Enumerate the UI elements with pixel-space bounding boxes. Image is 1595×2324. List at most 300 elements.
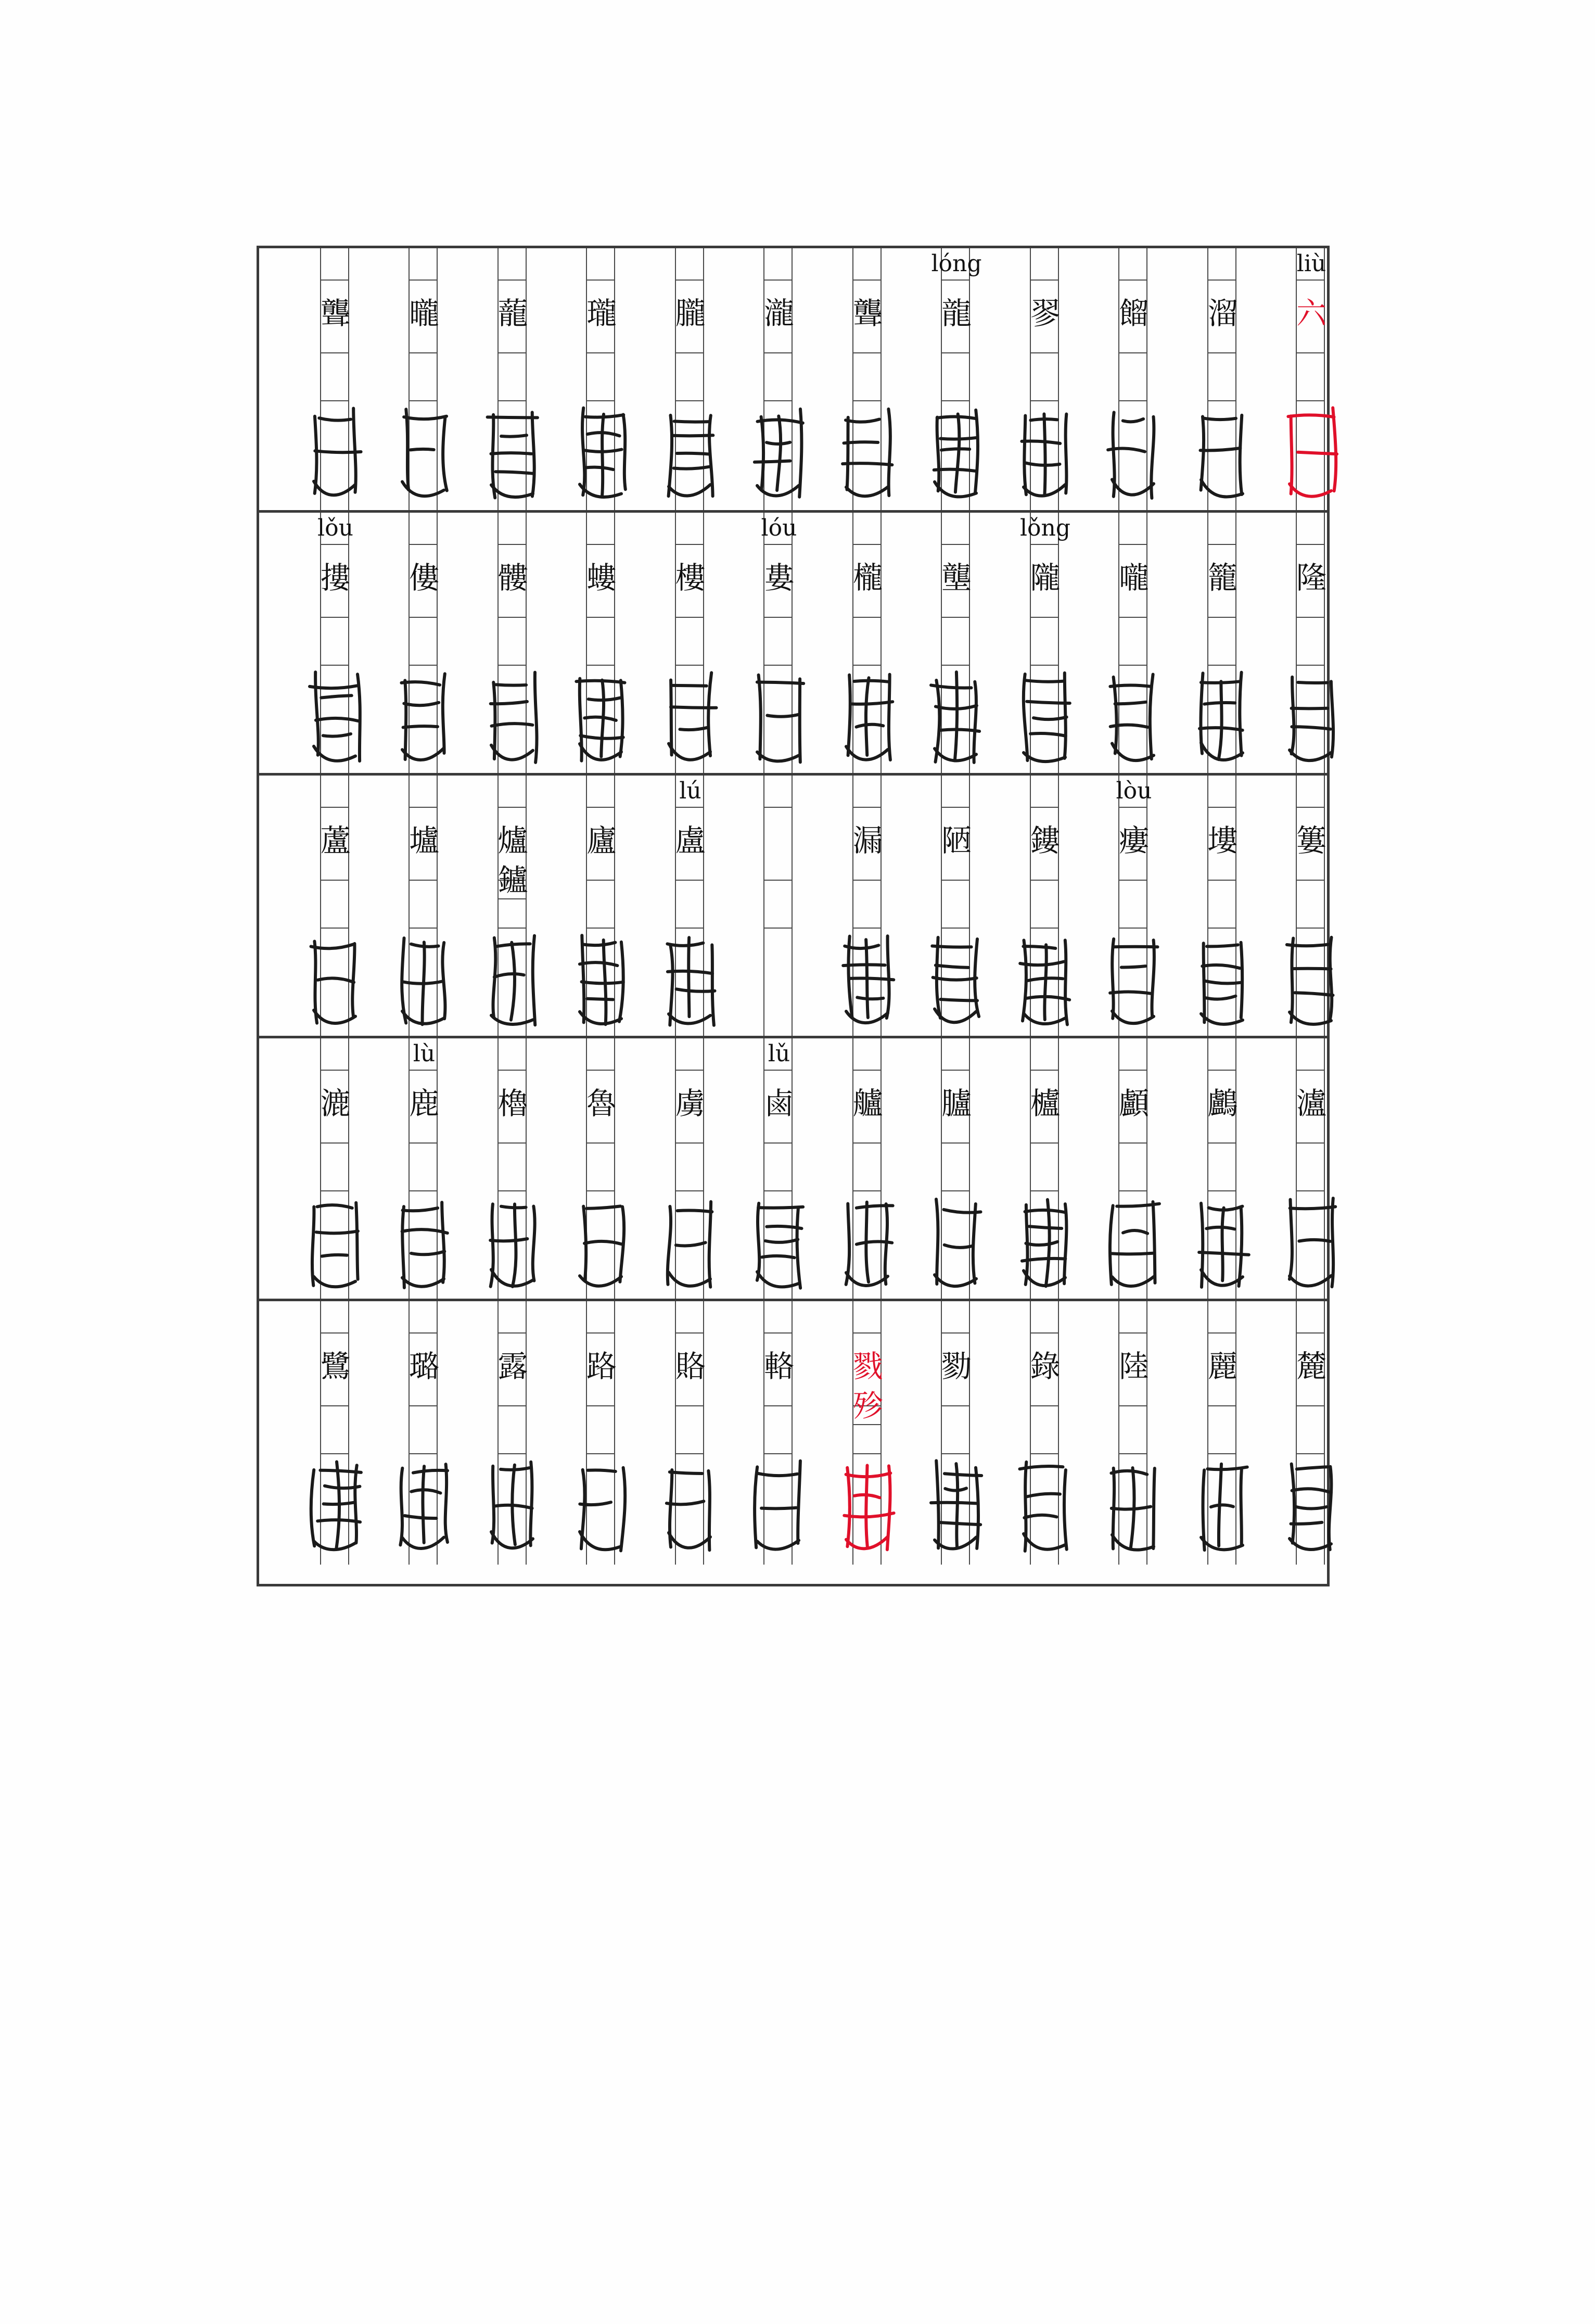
regular-script-character: 陸 bbox=[1118, 1349, 1149, 1384]
seal-script-glyph bbox=[481, 665, 545, 767]
character-cell bbox=[941, 1038, 970, 1302]
seal-glyph-svg bbox=[1102, 1190, 1166, 1292]
cell-guide-line bbox=[764, 544, 792, 545]
pinyin-label bbox=[576, 249, 628, 278]
regular-script-character: 鸕 bbox=[1207, 1086, 1238, 1121]
character-cell bbox=[1116, 776, 1152, 1039]
cell-guide-line bbox=[942, 1332, 969, 1334]
pinyin-label bbox=[398, 249, 450, 278]
pinyin-label bbox=[487, 777, 539, 806]
pinyin-label bbox=[1197, 1302, 1249, 1331]
cell-guide-line bbox=[499, 1405, 526, 1406]
cell-guide-line bbox=[1297, 1405, 1324, 1406]
character-cell bbox=[1030, 776, 1059, 1039]
regular-script-character: 螻 bbox=[586, 560, 617, 595]
seal-script-glyph bbox=[1102, 400, 1166, 502]
regular-script-character: 婁 bbox=[763, 560, 794, 595]
seal-glyph-svg bbox=[303, 1453, 368, 1555]
character-cell bbox=[317, 513, 353, 776]
seal-glyph-svg bbox=[569, 400, 634, 502]
regular-script-character: 鷺 bbox=[320, 1349, 351, 1384]
cell-guide-line bbox=[587, 1405, 614, 1406]
cell-guide-line bbox=[1297, 1070, 1324, 1071]
seal-script-glyph bbox=[392, 1190, 456, 1292]
cell-guide-line bbox=[1031, 617, 1058, 618]
seal-glyph-svg bbox=[303, 400, 368, 502]
pinyin-label bbox=[665, 1039, 717, 1069]
regular-script-character: 嚨 bbox=[1118, 560, 1149, 595]
cell-guide-line bbox=[1119, 807, 1146, 808]
character-cell bbox=[409, 1301, 438, 1565]
character-cell bbox=[1296, 776, 1325, 1039]
cell-guide-line bbox=[764, 1405, 792, 1406]
cell-guide-line bbox=[499, 807, 526, 808]
regular-script-character: 勠 bbox=[941, 1349, 972, 1384]
seal-glyph-svg bbox=[747, 400, 811, 502]
regular-script-character: 籠 bbox=[1207, 560, 1238, 595]
cell-guide-line bbox=[1119, 1142, 1146, 1144]
cell-guide-line bbox=[942, 617, 969, 618]
cell-guide-line bbox=[1208, 1332, 1235, 1334]
seal-script-glyph bbox=[303, 665, 368, 767]
cell-guide-line bbox=[1208, 880, 1235, 881]
regular-script-character: 鹿 bbox=[409, 1086, 439, 1121]
cell-guide-line bbox=[1297, 352, 1324, 353]
cell-guide-line bbox=[1031, 1070, 1058, 1071]
seal-script-glyph bbox=[747, 1453, 811, 1555]
regular-script-character: 櫳 bbox=[852, 560, 883, 595]
seal-glyph-svg bbox=[1013, 928, 1078, 1030]
cell-guide-line bbox=[676, 1070, 703, 1071]
character-cell bbox=[586, 776, 615, 1039]
cell-guide-line bbox=[321, 1405, 348, 1406]
character-cell bbox=[931, 248, 982, 512]
pinyin-label bbox=[310, 777, 362, 806]
character-cell bbox=[320, 776, 349, 1039]
regular-script-character: 麗 bbox=[1207, 1349, 1238, 1384]
regular-script-character: 顱 bbox=[1118, 1086, 1149, 1121]
seal-glyph-svg bbox=[569, 928, 634, 1030]
character-cell bbox=[852, 776, 882, 1039]
seal-glyph-svg bbox=[481, 928, 545, 1030]
seal-script-glyph bbox=[1102, 928, 1166, 1030]
pinyin-label: lóng bbox=[931, 250, 982, 277]
cell-guide-line bbox=[410, 1405, 437, 1406]
seal-glyph-svg bbox=[658, 1190, 723, 1292]
character-cell bbox=[409, 248, 438, 512]
seal-glyph-svg bbox=[1013, 665, 1078, 767]
pinyin-label bbox=[398, 514, 450, 543]
seal-script-glyph bbox=[303, 1190, 368, 1292]
cell-guide-line bbox=[1208, 1405, 1235, 1406]
pinyin-label bbox=[1197, 777, 1249, 806]
cell-guide-line bbox=[1208, 617, 1235, 618]
cell-guide-line bbox=[853, 880, 881, 881]
cell-guide-line bbox=[853, 280, 881, 281]
pinyin-label bbox=[487, 1039, 539, 1069]
seal-glyph-svg bbox=[658, 400, 723, 502]
character-cell bbox=[1296, 1038, 1325, 1302]
pinyin-label bbox=[1285, 1039, 1337, 1069]
cell-guide-line bbox=[410, 807, 437, 808]
cell-guide-line bbox=[676, 617, 703, 618]
cell-guide-line bbox=[1119, 880, 1146, 881]
cell-guide-line bbox=[321, 280, 348, 281]
seal-glyph-svg bbox=[924, 928, 989, 1030]
character-cell bbox=[1118, 248, 1147, 512]
cell-guide-line bbox=[853, 807, 881, 808]
seal-glyph-svg bbox=[569, 1190, 634, 1292]
seal-glyph-svg bbox=[924, 665, 989, 767]
cell-guide-line bbox=[676, 1332, 703, 1334]
seal-script-glyph bbox=[1279, 665, 1344, 767]
cell-guide-line bbox=[942, 352, 969, 353]
character-cell bbox=[1296, 513, 1325, 776]
character-cell bbox=[1030, 1301, 1059, 1565]
row-divider bbox=[259, 773, 1327, 776]
seal-script-glyph bbox=[481, 400, 545, 502]
pinyin-label bbox=[398, 777, 450, 806]
character-cell bbox=[852, 513, 882, 776]
pinyin-label: lòu bbox=[1116, 778, 1152, 804]
pinyin-label bbox=[930, 1039, 982, 1069]
seal-glyph-svg bbox=[392, 928, 456, 1030]
pinyin-label bbox=[1285, 1302, 1337, 1331]
seal-glyph-svg bbox=[1279, 400, 1344, 502]
character-cell bbox=[852, 1301, 882, 1565]
cell-guide-line bbox=[321, 1142, 348, 1144]
cell-guide-line bbox=[587, 544, 614, 545]
regular-script-character: 漉 bbox=[320, 1086, 351, 1121]
seal-script-glyph bbox=[303, 1453, 368, 1555]
cell-guide-line bbox=[587, 880, 614, 881]
pinyin-label bbox=[1019, 777, 1071, 806]
seal-script-glyph bbox=[569, 1190, 634, 1292]
cell-guide-line bbox=[1119, 1332, 1146, 1334]
seal-glyph-svg bbox=[924, 1453, 989, 1555]
character-cell bbox=[409, 1038, 438, 1302]
regular-script-character: 鏤 bbox=[1030, 823, 1061, 858]
character-cell bbox=[1296, 1301, 1325, 1565]
cell-guide-line bbox=[1297, 1142, 1324, 1144]
cell-guide-line bbox=[764, 1332, 792, 1334]
character-cell bbox=[1118, 1038, 1147, 1302]
regular-script-character: 六 bbox=[1296, 296, 1326, 331]
table-row bbox=[259, 513, 1327, 776]
regular-script-character: 龍 bbox=[941, 296, 972, 331]
cell-guide-line bbox=[587, 617, 614, 618]
pinyin-label bbox=[1019, 249, 1071, 278]
regular-script-character: 輅 bbox=[763, 1349, 794, 1384]
regular-script-character: 魯 bbox=[586, 1086, 617, 1121]
cell-guide-line bbox=[499, 352, 526, 353]
pinyin-label bbox=[310, 1302, 362, 1331]
seal-script-glyph bbox=[658, 1453, 723, 1555]
regular-script-character: 虜 bbox=[675, 1086, 706, 1121]
pinyin-label bbox=[576, 1302, 628, 1331]
seal-script-glyph bbox=[658, 400, 723, 502]
character-cell bbox=[763, 1038, 793, 1302]
cell-guide-line bbox=[587, 1142, 614, 1144]
cell-guide-line bbox=[676, 1405, 703, 1406]
cell-guide-line bbox=[1208, 544, 1235, 545]
pinyin-label bbox=[665, 514, 717, 543]
pinyin-label bbox=[753, 1302, 805, 1331]
seal-script-glyph bbox=[481, 1453, 545, 1555]
character-cell bbox=[941, 776, 970, 1039]
cell-guide-line bbox=[764, 280, 792, 281]
seal-glyph-svg bbox=[1191, 928, 1255, 1030]
seal-script-glyph bbox=[1013, 928, 1078, 1030]
seal-script-glyph bbox=[1191, 1190, 1255, 1292]
seal-script-glyph bbox=[836, 1190, 900, 1292]
character-cell bbox=[675, 248, 704, 512]
seal-glyph-svg bbox=[1191, 665, 1255, 767]
seal-glyph-svg bbox=[1279, 1453, 1344, 1555]
regular-script-character: 樓 bbox=[675, 560, 706, 595]
seal-glyph-svg bbox=[836, 665, 900, 767]
seal-script-glyph bbox=[1279, 1453, 1344, 1555]
seal-script-glyph bbox=[1279, 1190, 1344, 1292]
pinyin-label bbox=[842, 1302, 894, 1331]
cell-guide-line bbox=[1297, 280, 1324, 281]
seal-glyph-svg bbox=[1191, 400, 1255, 502]
seal-script-glyph bbox=[569, 928, 634, 1030]
cell-guide-line bbox=[942, 807, 969, 808]
seal-script-glyph bbox=[481, 1190, 545, 1292]
pinyin-label bbox=[753, 249, 805, 278]
cell-guide-line bbox=[853, 1424, 881, 1425]
regular-script-character: 簍 bbox=[1296, 823, 1326, 858]
pinyin-label bbox=[1197, 1039, 1249, 1069]
character-cell bbox=[1207, 513, 1236, 776]
pinyin-label bbox=[576, 777, 628, 806]
regular-script-character: 餾 bbox=[1118, 296, 1149, 331]
cell-guide-line bbox=[676, 1142, 703, 1144]
cell-guide-line bbox=[1031, 1405, 1058, 1406]
seal-script-glyph bbox=[836, 1453, 900, 1555]
seal-glyph-svg bbox=[392, 1453, 456, 1555]
cell-guide-line bbox=[321, 1070, 348, 1071]
regular-script-character: 錄 bbox=[1030, 1349, 1061, 1384]
pinyin-label bbox=[310, 249, 362, 278]
seal-script-glyph bbox=[392, 1453, 456, 1555]
character-cell bbox=[675, 1301, 704, 1565]
seal-glyph-svg bbox=[303, 1190, 368, 1292]
row-divider bbox=[259, 1299, 1327, 1301]
cell-guide-line bbox=[499, 617, 526, 618]
seal-glyph-svg bbox=[1279, 665, 1344, 767]
cell-guide-line bbox=[410, 1142, 437, 1144]
seal-glyph-svg bbox=[1191, 1190, 1255, 1292]
seal-script-glyph bbox=[1102, 665, 1166, 767]
cell-guide-line bbox=[1031, 880, 1058, 881]
seal-glyph-svg bbox=[481, 1190, 545, 1292]
character-cell bbox=[320, 1038, 349, 1302]
character-cell bbox=[497, 1038, 527, 1302]
character-cell bbox=[941, 513, 970, 776]
cell-guide-line bbox=[1031, 1142, 1058, 1144]
regular-script-character: 璐 bbox=[409, 1349, 439, 1384]
character-cell bbox=[1030, 248, 1059, 512]
seal-glyph-svg bbox=[836, 400, 900, 502]
cell-guide-line bbox=[1119, 280, 1146, 281]
regular-script-character: 瀘 bbox=[1296, 1086, 1326, 1121]
cell-guide-line bbox=[1031, 1332, 1058, 1334]
character-cell bbox=[1207, 1038, 1236, 1302]
pinyin-label bbox=[842, 514, 894, 543]
seal-script-glyph bbox=[569, 665, 634, 767]
seal-script-glyph bbox=[836, 400, 900, 502]
pinyin-label bbox=[930, 514, 982, 543]
cell-guide-line bbox=[1297, 617, 1324, 618]
seal-glyph-svg bbox=[569, 1453, 634, 1555]
cell-guide-line bbox=[1031, 544, 1058, 545]
seal-script-glyph bbox=[1013, 1190, 1078, 1292]
row-divider bbox=[259, 510, 1327, 513]
seal-glyph-svg bbox=[1102, 400, 1166, 502]
cell-guide-line bbox=[499, 1142, 526, 1144]
seal-script-glyph bbox=[481, 928, 545, 1030]
seal-script-glyph bbox=[1102, 1453, 1166, 1555]
regular-script-character: 塿 bbox=[1207, 823, 1238, 858]
regular-script-character: 朧 bbox=[675, 296, 706, 331]
seal-glyph-svg bbox=[303, 928, 368, 1030]
seal-script-glyph bbox=[1013, 400, 1078, 502]
seal-script-glyph bbox=[836, 928, 900, 1030]
cell-guide-line bbox=[1031, 352, 1058, 353]
pinyin-label bbox=[1108, 249, 1160, 278]
regular-script-character: 臚 bbox=[941, 1086, 972, 1121]
seal-script-glyph bbox=[1191, 665, 1255, 767]
seal-glyph-svg bbox=[836, 1190, 900, 1292]
regular-script-character: 賂 bbox=[675, 1349, 706, 1384]
seal-glyph-svg bbox=[392, 665, 456, 767]
character-cell bbox=[409, 513, 438, 776]
cell-guide-line bbox=[853, 617, 881, 618]
seal-glyph-svg bbox=[481, 400, 545, 502]
seal-script-glyph bbox=[924, 665, 989, 767]
cell-guide-line bbox=[587, 352, 614, 353]
pinyin-label bbox=[1108, 1302, 1160, 1331]
cell-guide-line bbox=[587, 1332, 614, 1334]
character-cell bbox=[497, 1301, 527, 1565]
seal-glyph-svg bbox=[658, 1453, 723, 1555]
character-cell bbox=[852, 1038, 882, 1302]
cell-guide-line bbox=[1208, 807, 1235, 808]
cell-guide-line bbox=[1208, 352, 1235, 353]
cell-guide-line bbox=[764, 1070, 792, 1071]
cell-guide-line bbox=[1119, 617, 1146, 618]
pinyin-label bbox=[310, 1039, 362, 1069]
character-cell bbox=[763, 1301, 793, 1565]
cell-guide-line bbox=[410, 280, 437, 281]
cell-guide-line bbox=[410, 352, 437, 353]
seal-glyph-svg bbox=[836, 928, 900, 1030]
seal-script-glyph bbox=[392, 665, 456, 767]
pinyin-label: lóu bbox=[761, 515, 797, 541]
cell-guide-line bbox=[942, 280, 969, 281]
seal-glyph-svg bbox=[303, 665, 368, 767]
regular-script-character: 艫 bbox=[852, 1086, 883, 1121]
pinyin-label bbox=[1285, 514, 1337, 543]
seal-glyph-svg bbox=[392, 400, 456, 502]
cell-guide-line bbox=[764, 880, 792, 881]
regular-script-character: 路 bbox=[586, 1349, 617, 1384]
cell-guide-line bbox=[587, 280, 614, 281]
cell-guide-line bbox=[321, 880, 348, 881]
regular-script-character: 摟 bbox=[320, 560, 351, 595]
regular-script-variant: 殄 bbox=[852, 1388, 883, 1424]
seal-script-glyph bbox=[658, 665, 723, 767]
character-cell bbox=[675, 1038, 704, 1302]
regular-script-character: 麓 bbox=[1296, 1349, 1326, 1384]
regular-script-character: 櫨 bbox=[1030, 1086, 1061, 1121]
cell-guide-line bbox=[499, 1332, 526, 1334]
regular-script-character: 曨 bbox=[409, 296, 439, 331]
seal-glyph-svg bbox=[481, 665, 545, 767]
character-cell bbox=[1118, 513, 1147, 776]
seal-script-glyph bbox=[747, 400, 811, 502]
cell-guide-line bbox=[676, 352, 703, 353]
cell-guide-line bbox=[1297, 880, 1324, 881]
cell-guide-line bbox=[1119, 352, 1146, 353]
seal-glyph-svg bbox=[747, 665, 811, 767]
regular-script-character: 爐 bbox=[497, 823, 528, 858]
cell-guide-line bbox=[942, 1405, 969, 1406]
pinyin-label bbox=[1197, 514, 1249, 543]
cell-guide-line bbox=[853, 1142, 881, 1144]
cell-guide-line bbox=[676, 807, 703, 808]
table-row bbox=[259, 776, 1327, 1039]
regular-script-character: 鹵 bbox=[763, 1086, 794, 1121]
character-cell bbox=[1207, 1301, 1236, 1565]
seal-script-glyph bbox=[1191, 1453, 1255, 1555]
table-row bbox=[259, 248, 1327, 512]
regular-script-character: 盧 bbox=[675, 823, 706, 858]
cell-guide-line bbox=[676, 880, 703, 881]
seal-script-glyph bbox=[924, 928, 989, 1030]
seal-glyph-svg bbox=[481, 1453, 545, 1555]
cell-guide-line bbox=[1297, 807, 1324, 808]
table-row bbox=[259, 1038, 1327, 1302]
cell-guide-line bbox=[676, 280, 703, 281]
character-cell bbox=[675, 776, 704, 1039]
character-cell bbox=[761, 513, 797, 776]
pinyin-label bbox=[487, 1302, 539, 1331]
cell-guide-line bbox=[1208, 280, 1235, 281]
seal-script-glyph bbox=[1191, 400, 1255, 502]
regular-script-character: 僂 bbox=[409, 560, 439, 595]
pinyin-label bbox=[576, 1039, 628, 1069]
pinyin-label bbox=[1019, 1039, 1071, 1069]
pinyin-label bbox=[753, 777, 805, 806]
seal-script-glyph bbox=[569, 400, 634, 502]
pinyin-label: lǒu bbox=[317, 515, 353, 541]
seal-script-glyph bbox=[924, 1453, 989, 1555]
pinyin-label bbox=[665, 249, 717, 278]
cell-guide-line bbox=[1297, 1332, 1324, 1334]
pinyin-label bbox=[487, 249, 539, 278]
regular-script-character: 聾 bbox=[852, 296, 883, 331]
character-cell bbox=[763, 776, 793, 1039]
cell-guide-line bbox=[1297, 544, 1324, 545]
cell-guide-line bbox=[942, 1142, 969, 1144]
cell-guide-line bbox=[764, 352, 792, 353]
pinyin-label: lù bbox=[413, 1040, 436, 1067]
character-cell bbox=[497, 513, 527, 776]
pinyin-label: lǒng bbox=[1019, 515, 1071, 541]
